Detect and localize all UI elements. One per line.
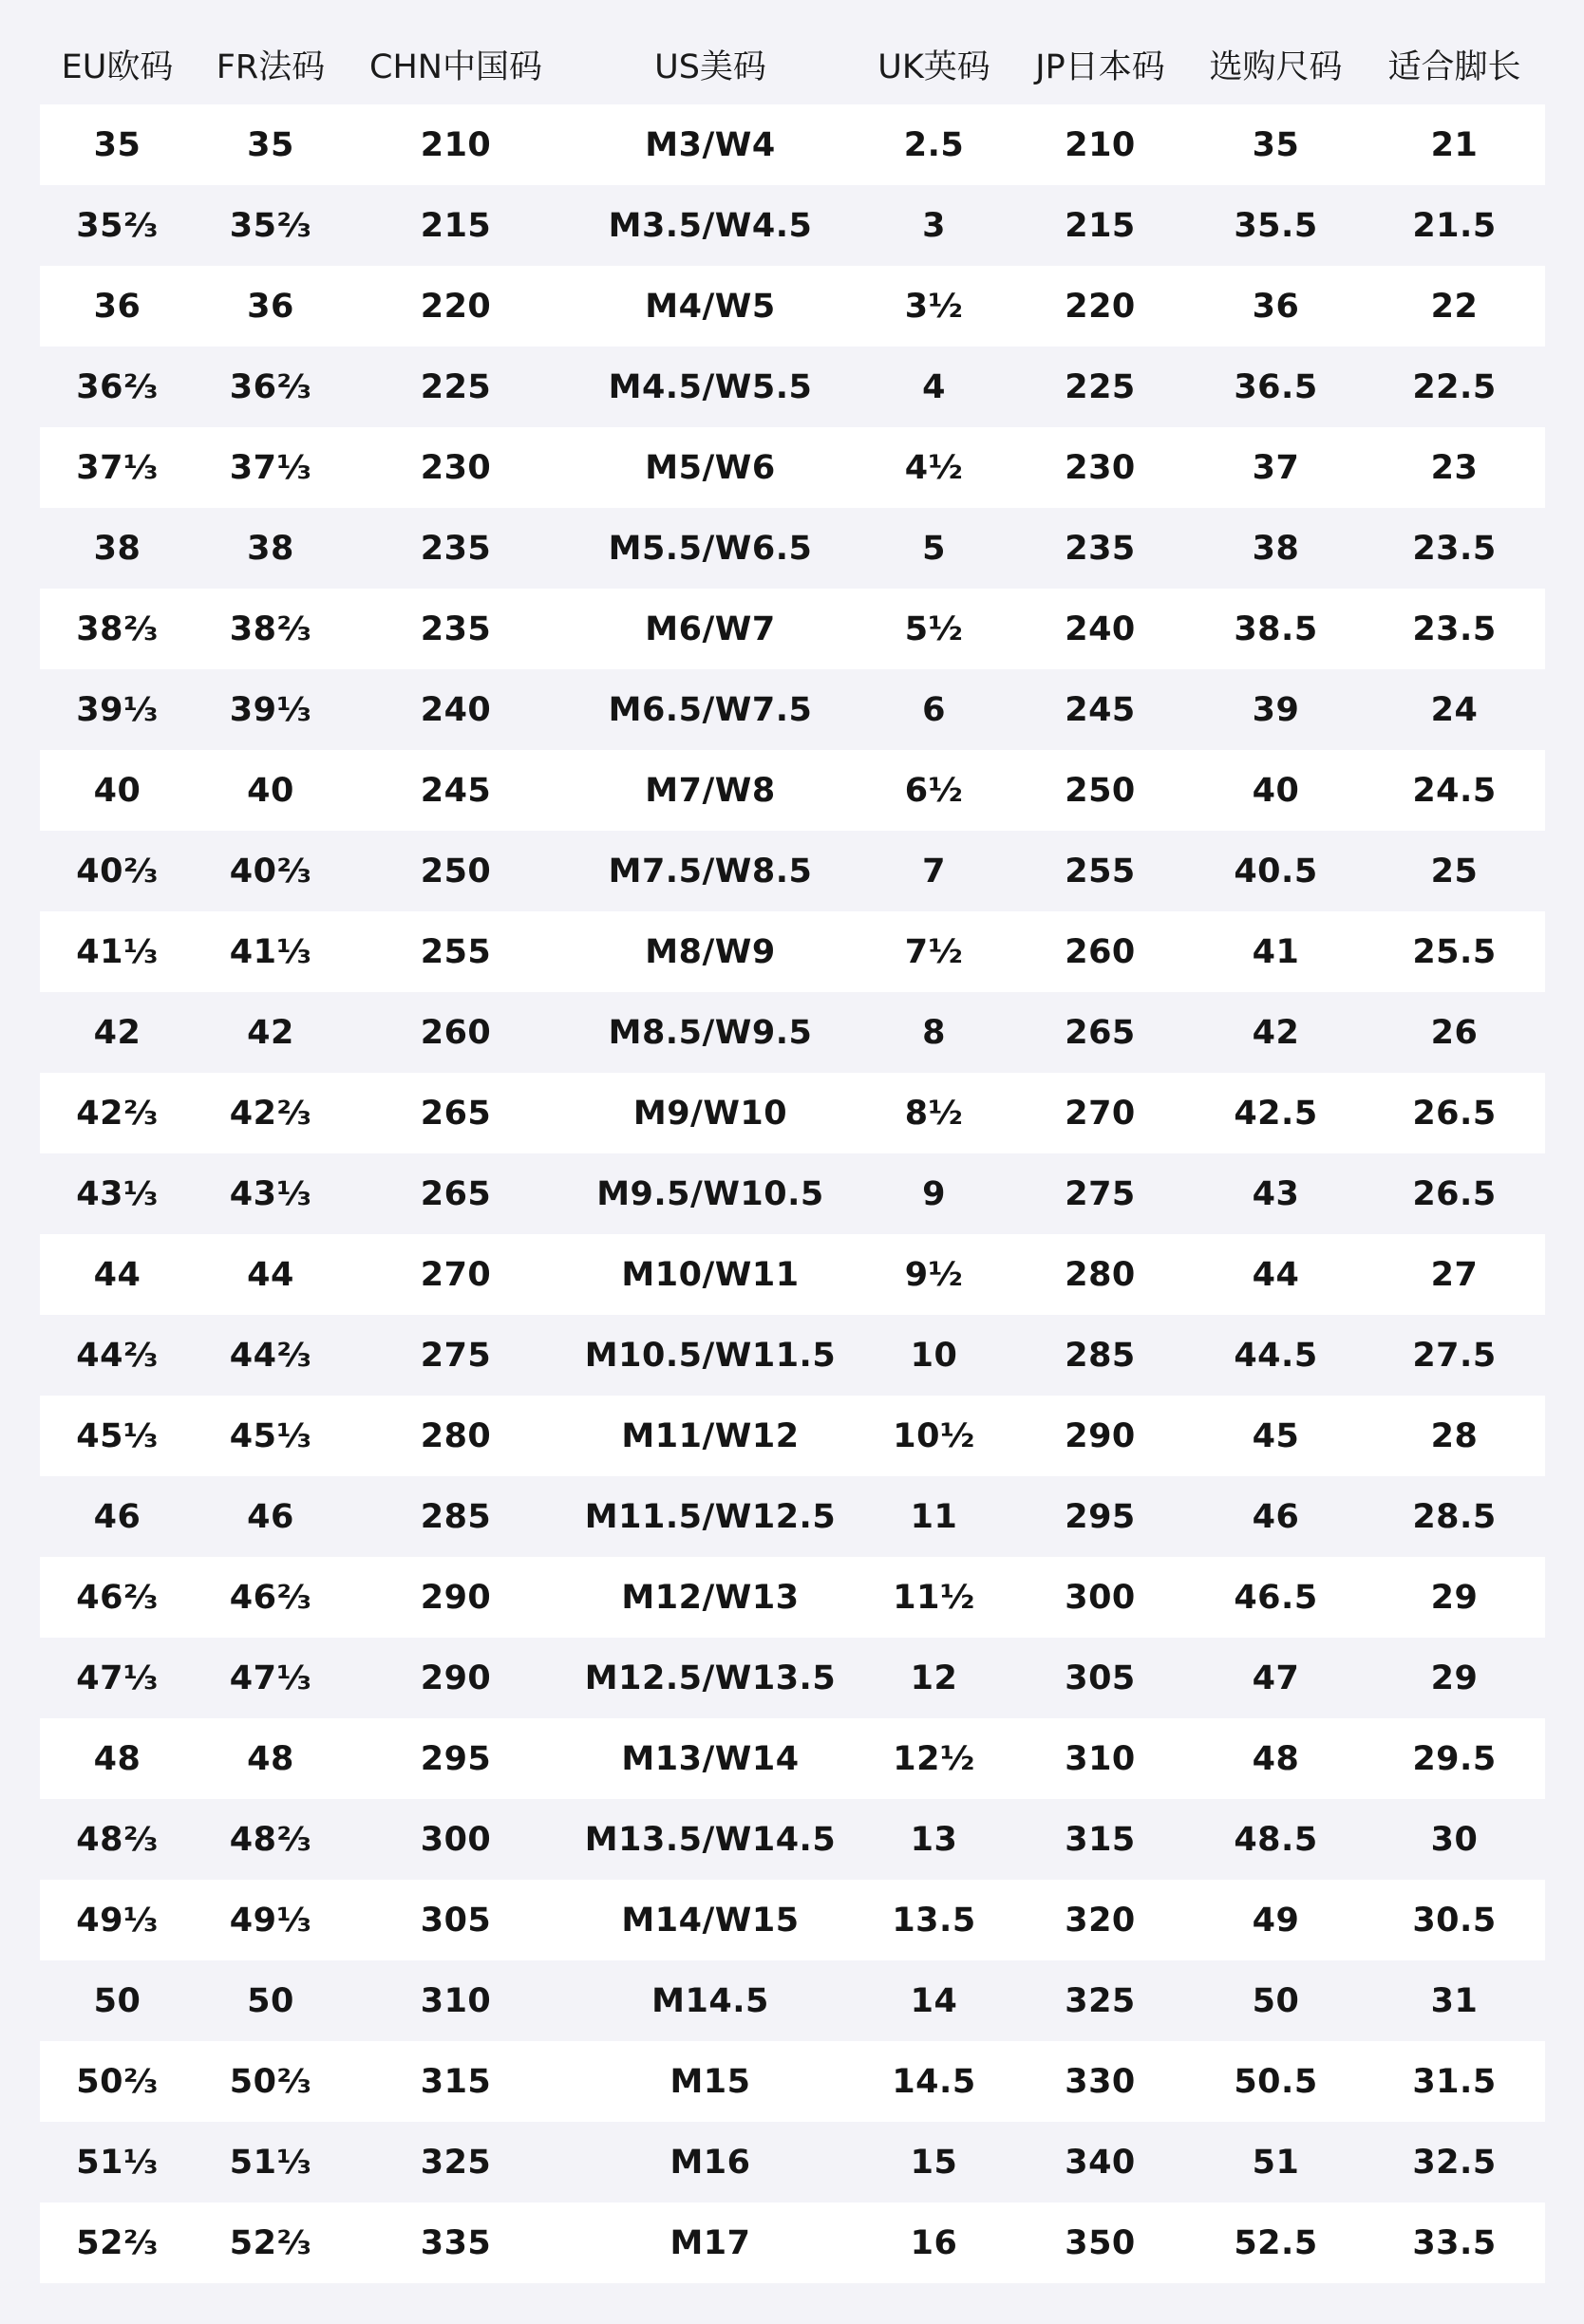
table-row bbox=[40, 266, 1545, 347]
cell-jp: 295 bbox=[1065, 1497, 1136, 1536]
cell-foot-length: 23.5 bbox=[1412, 609, 1497, 648]
cell-fr: 38⅔ bbox=[229, 609, 312, 648]
cell-jp: 300 bbox=[1065, 1578, 1136, 1617]
cell-foot-length: 25 bbox=[1430, 852, 1479, 890]
cell-purchase-size: 52.5 bbox=[1234, 2223, 1318, 2262]
cell-purchase-size: 40 bbox=[1252, 771, 1300, 810]
cell-us: M3/W4 bbox=[645, 125, 776, 164]
cell-purchase-size: 45 bbox=[1252, 1416, 1300, 1455]
cell-uk: 13.5 bbox=[892, 1901, 976, 1940]
cell-jp: 330 bbox=[1065, 2062, 1136, 2101]
cell-chn: 210 bbox=[420, 125, 492, 164]
table-row bbox=[40, 669, 1545, 750]
cell-fr: 42 bbox=[247, 1013, 294, 1052]
cell-foot-length: 30 bbox=[1430, 1820, 1479, 1859]
cell-us: M5/W6 bbox=[645, 448, 776, 487]
cell-foot-length: 28.5 bbox=[1412, 1497, 1497, 1536]
cell-us: M16 bbox=[669, 2143, 751, 2182]
cell-purchase-size: 41 bbox=[1252, 932, 1300, 971]
cell-fr: 44 bbox=[247, 1255, 294, 1294]
cell-uk: 9 bbox=[922, 1174, 946, 1213]
cell-jp: 290 bbox=[1065, 1416, 1136, 1455]
cell-us: M11/W12 bbox=[621, 1416, 800, 1455]
cell-uk: 7½ bbox=[904, 932, 964, 971]
cell-us: M6/W7 bbox=[645, 609, 776, 648]
cell-purchase-size: 51 bbox=[1252, 2143, 1300, 2182]
cell-uk: 14.5 bbox=[892, 2062, 976, 2101]
cell-purchase-size: 50 bbox=[1252, 1981, 1300, 2020]
cell-purchase-size: 50.5 bbox=[1234, 2062, 1318, 2101]
cell-purchase-size: 42 bbox=[1252, 1013, 1300, 1052]
cell-eu: 40⅔ bbox=[76, 852, 159, 890]
table-row bbox=[40, 427, 1545, 508]
cell-chn: 245 bbox=[420, 771, 492, 810]
cell-purchase-size: 47 bbox=[1252, 1659, 1300, 1697]
cell-foot-length: 22.5 bbox=[1412, 367, 1497, 406]
cell-fr: 39⅓ bbox=[229, 690, 312, 729]
cell-foot-length: 27 bbox=[1430, 1255, 1479, 1294]
cell-chn: 285 bbox=[420, 1497, 492, 1536]
cell-uk: 12½ bbox=[893, 1739, 975, 1778]
cell-us: M9/W10 bbox=[632, 1094, 788, 1133]
cell-uk: 14 bbox=[910, 1981, 958, 2020]
cell-jp: 260 bbox=[1065, 932, 1136, 971]
table-row bbox=[40, 831, 1545, 911]
cell-uk: 3 bbox=[922, 206, 946, 245]
cell-uk: 4½ bbox=[904, 448, 964, 487]
header-chn: CHN中国码 bbox=[369, 47, 542, 86]
cell-chn: 265 bbox=[420, 1094, 492, 1133]
cell-fr: 52⅔ bbox=[229, 2223, 312, 2262]
cell-us: M4/W5 bbox=[645, 287, 776, 326]
cell-us: M13/W14 bbox=[621, 1739, 800, 1778]
cell-chn: 220 bbox=[420, 287, 492, 326]
cell-eu: 45⅓ bbox=[76, 1416, 159, 1455]
cell-jp: 315 bbox=[1065, 1820, 1136, 1859]
cell-chn: 260 bbox=[420, 1013, 492, 1052]
cell-chn: 255 bbox=[420, 932, 492, 971]
cell-us: M14/W15 bbox=[621, 1901, 800, 1940]
cell-foot-length: 23.5 bbox=[1412, 529, 1497, 568]
cell-uk: 6 bbox=[922, 690, 946, 729]
table-row bbox=[40, 508, 1545, 589]
cell-chn: 295 bbox=[420, 1739, 492, 1778]
cell-purchase-size: 46.5 bbox=[1234, 1578, 1318, 1617]
cell-fr: 43⅓ bbox=[229, 1174, 312, 1213]
cell-jp: 225 bbox=[1065, 367, 1136, 406]
cell-chn: 325 bbox=[420, 2143, 492, 2182]
cell-chn: 290 bbox=[420, 1578, 492, 1617]
table-row bbox=[40, 750, 1545, 831]
cell-purchase-size: 38 bbox=[1252, 529, 1300, 568]
cell-uk: 2.5 bbox=[903, 125, 965, 164]
cell-fr: 50 bbox=[247, 1981, 294, 2020]
cell-uk: 5 bbox=[922, 529, 946, 568]
cell-eu: 39⅓ bbox=[76, 690, 159, 729]
cell-uk: 8½ bbox=[904, 1094, 964, 1133]
cell-fr: 50⅔ bbox=[229, 2062, 312, 2101]
cell-us: M8.5/W9.5 bbox=[608, 1013, 813, 1052]
cell-jp: 265 bbox=[1065, 1013, 1136, 1052]
cell-chn: 240 bbox=[420, 690, 492, 729]
cell-eu: 40 bbox=[93, 771, 141, 810]
cell-jp: 255 bbox=[1065, 852, 1136, 890]
cell-foot-length: 32.5 bbox=[1412, 2143, 1497, 2182]
cell-fr: 38 bbox=[247, 529, 294, 568]
cell-eu: 38 bbox=[93, 529, 141, 568]
cell-us: M12/W13 bbox=[621, 1578, 800, 1617]
cell-uk: 6½ bbox=[904, 771, 964, 810]
cell-eu: 35⅔ bbox=[76, 206, 159, 245]
cell-jp: 280 bbox=[1065, 1255, 1136, 1294]
table-row bbox=[40, 1799, 1545, 1880]
cell-jp: 285 bbox=[1065, 1336, 1136, 1375]
cell-fr: 41⅓ bbox=[229, 932, 312, 971]
cell-chn: 215 bbox=[420, 206, 492, 245]
cell-purchase-size: 42.5 bbox=[1234, 1094, 1318, 1133]
cell-us: M7/W8 bbox=[645, 771, 776, 810]
cell-uk: 4 bbox=[922, 367, 946, 406]
cell-foot-length: 23 bbox=[1430, 448, 1479, 487]
cell-uk: 13 bbox=[910, 1820, 958, 1859]
cell-chn: 235 bbox=[420, 609, 492, 648]
cell-us: M7.5/W8.5 bbox=[608, 852, 813, 890]
cell-fr: 44⅔ bbox=[229, 1336, 312, 1375]
cell-jp: 220 bbox=[1065, 287, 1136, 326]
cell-chn: 270 bbox=[420, 1255, 492, 1294]
cell-chn: 275 bbox=[420, 1336, 492, 1375]
cell-jp: 340 bbox=[1065, 2143, 1136, 2182]
cell-foot-length: 31.5 bbox=[1412, 2062, 1497, 2101]
cell-us: M5.5/W6.5 bbox=[608, 529, 813, 568]
cell-chn: 230 bbox=[420, 448, 492, 487]
cell-purchase-size: 36.5 bbox=[1234, 367, 1318, 406]
cell-chn: 300 bbox=[420, 1820, 492, 1859]
cell-fr: 37⅓ bbox=[229, 448, 312, 487]
table-row bbox=[40, 347, 1545, 427]
cell-fr: 51⅓ bbox=[229, 2143, 312, 2182]
cell-foot-length: 25.5 bbox=[1412, 932, 1497, 971]
cell-us: M13.5/W14.5 bbox=[584, 1820, 837, 1859]
cell-foot-length: 27.5 bbox=[1412, 1336, 1497, 1375]
header-jp: JP日本码 bbox=[1035, 47, 1165, 86]
cell-chn: 280 bbox=[420, 1416, 492, 1455]
table-row bbox=[40, 1476, 1545, 1557]
cell-jp: 210 bbox=[1065, 125, 1136, 164]
cell-jp: 310 bbox=[1065, 1739, 1136, 1778]
cell-foot-length: 29 bbox=[1430, 1659, 1479, 1697]
cell-fr: 45⅓ bbox=[229, 1416, 312, 1455]
cell-fr: 42⅔ bbox=[229, 1094, 312, 1133]
cell-us: M14.5 bbox=[651, 1981, 769, 2020]
cell-eu: 38⅔ bbox=[76, 609, 159, 648]
cell-us: M12.5/W13.5 bbox=[584, 1659, 837, 1697]
cell-us: M8/W9 bbox=[645, 932, 776, 971]
cell-foot-length: 26.5 bbox=[1412, 1094, 1497, 1133]
table-row bbox=[40, 1234, 1545, 1315]
cell-purchase-size: 39 bbox=[1252, 690, 1300, 729]
cell-eu: 35 bbox=[93, 125, 141, 164]
table-row bbox=[40, 1153, 1545, 1234]
cell-uk: 10½ bbox=[893, 1416, 975, 1455]
cell-uk: 9½ bbox=[904, 1255, 964, 1294]
cell-jp: 240 bbox=[1065, 609, 1136, 648]
cell-eu: 48 bbox=[93, 1739, 141, 1778]
cell-fr: 40 bbox=[247, 771, 294, 810]
cell-uk: 5½ bbox=[904, 609, 964, 648]
cell-uk: 7 bbox=[922, 852, 946, 890]
cell-purchase-size: 44 bbox=[1252, 1255, 1300, 1294]
cell-foot-length: 26.5 bbox=[1412, 1174, 1497, 1213]
cell-jp: 305 bbox=[1065, 1659, 1136, 1697]
cell-uk: 12 bbox=[910, 1659, 958, 1697]
table-row bbox=[40, 589, 1545, 669]
cell-us: M6.5/W7.5 bbox=[608, 690, 813, 729]
cell-jp: 325 bbox=[1065, 1981, 1136, 2020]
cell-jp: 230 bbox=[1065, 448, 1136, 487]
cell-fr: 49⅓ bbox=[229, 1901, 312, 1940]
cell-foot-length: 26 bbox=[1430, 1013, 1479, 1052]
header-purchase-size: 选购尺码 bbox=[1209, 47, 1343, 86]
table-row bbox=[40, 1718, 1545, 1799]
cell-fr: 47⅓ bbox=[229, 1659, 312, 1697]
table-row bbox=[40, 2202, 1545, 2283]
cell-eu: 44⅔ bbox=[76, 1336, 159, 1375]
cell-eu: 42 bbox=[93, 1013, 141, 1052]
cell-chn: 290 bbox=[420, 1659, 492, 1697]
cell-chn: 305 bbox=[420, 1901, 492, 1940]
cell-chn: 265 bbox=[420, 1174, 492, 1213]
cell-foot-length: 30.5 bbox=[1412, 1901, 1497, 1940]
cell-fr: 48⅔ bbox=[229, 1820, 312, 1859]
table-body bbox=[40, 104, 1545, 2283]
cell-purchase-size: 48 bbox=[1252, 1739, 1300, 1778]
cell-purchase-size: 49 bbox=[1252, 1901, 1300, 1940]
cell-jp: 250 bbox=[1065, 771, 1136, 810]
table-row bbox=[40, 1073, 1545, 1153]
cell-purchase-size: 36 bbox=[1252, 287, 1300, 326]
cell-eu: 50⅔ bbox=[76, 2062, 159, 2101]
cell-foot-length: 21 bbox=[1430, 125, 1479, 164]
header-eu: EU欧码 bbox=[61, 47, 174, 86]
cell-foot-length: 29 bbox=[1430, 1578, 1479, 1617]
cell-uk: 11 bbox=[910, 1497, 958, 1536]
table-row bbox=[40, 1638, 1545, 1718]
cell-eu: 49⅓ bbox=[76, 1901, 159, 1940]
cell-jp: 270 bbox=[1065, 1094, 1136, 1133]
cell-uk: 16 bbox=[910, 2223, 958, 2262]
cell-eu: 50 bbox=[93, 1981, 141, 2020]
cell-fr: 40⅔ bbox=[229, 852, 312, 890]
cell-jp: 350 bbox=[1065, 2223, 1136, 2262]
cell-uk: 10 bbox=[910, 1336, 958, 1375]
cell-fr: 35⅔ bbox=[229, 206, 312, 245]
table-row bbox=[40, 992, 1545, 1073]
table-row bbox=[40, 2041, 1545, 2122]
cell-eu: 51⅓ bbox=[76, 2143, 159, 2182]
cell-purchase-size: 44.5 bbox=[1234, 1336, 1318, 1375]
header-fr: FR法码 bbox=[216, 47, 326, 86]
cell-eu: 42⅔ bbox=[76, 1094, 159, 1133]
cell-eu: 43⅓ bbox=[76, 1174, 159, 1213]
cell-uk: 3½ bbox=[904, 287, 964, 326]
cell-eu: 36 bbox=[93, 287, 141, 326]
cell-us: M9.5/W10.5 bbox=[596, 1174, 824, 1213]
cell-purchase-size: 35.5 bbox=[1234, 206, 1318, 245]
table-row bbox=[40, 2122, 1545, 2202]
cell-fr: 46⅔ bbox=[229, 1578, 312, 1617]
cell-purchase-size: 46 bbox=[1252, 1497, 1300, 1536]
cell-fr: 48 bbox=[247, 1739, 294, 1778]
table-row bbox=[40, 1880, 1545, 1960]
cell-chn: 335 bbox=[420, 2223, 492, 2262]
cell-eu: 44 bbox=[93, 1255, 141, 1294]
cell-foot-length: 28 bbox=[1430, 1416, 1479, 1455]
cell-jp: 245 bbox=[1065, 690, 1136, 729]
cell-fr: 36 bbox=[247, 287, 294, 326]
size-chart-table bbox=[40, 24, 1545, 2283]
table-row bbox=[40, 1315, 1545, 1396]
cell-foot-length: 22 bbox=[1430, 287, 1479, 326]
cell-foot-length: 21.5 bbox=[1412, 206, 1497, 245]
cell-jp: 235 bbox=[1065, 529, 1136, 568]
table-row bbox=[40, 1396, 1545, 1476]
cell-eu: 36⅔ bbox=[76, 367, 159, 406]
cell-foot-length: 24.5 bbox=[1412, 771, 1497, 810]
cell-purchase-size: 37 bbox=[1252, 448, 1300, 487]
cell-uk: 15 bbox=[910, 2143, 958, 2182]
header-uk: UK英码 bbox=[877, 47, 990, 86]
cell-eu: 52⅔ bbox=[76, 2223, 159, 2262]
cell-eu: 46 bbox=[93, 1497, 141, 1536]
header-us: US美码 bbox=[654, 47, 766, 86]
table-row bbox=[40, 911, 1545, 992]
cell-chn: 315 bbox=[420, 2062, 492, 2101]
table-row bbox=[40, 185, 1545, 266]
cell-foot-length: 24 bbox=[1430, 690, 1479, 729]
cell-us: M10.5/W11.5 bbox=[584, 1336, 837, 1375]
cell-purchase-size: 48.5 bbox=[1234, 1820, 1318, 1859]
cell-fr: 36⅔ bbox=[229, 367, 312, 406]
cell-chn: 310 bbox=[420, 1981, 492, 2020]
cell-purchase-size: 40.5 bbox=[1234, 852, 1318, 890]
cell-eu: 37⅓ bbox=[76, 448, 159, 487]
cell-jp: 320 bbox=[1065, 1901, 1136, 1940]
cell-jp: 215 bbox=[1065, 206, 1136, 245]
cell-foot-length: 33.5 bbox=[1412, 2223, 1497, 2262]
cell-eu: 41⅓ bbox=[76, 932, 159, 971]
cell-eu: 46⅔ bbox=[76, 1578, 159, 1617]
cell-us: M15 bbox=[669, 2062, 751, 2101]
cell-us: M10/W11 bbox=[621, 1255, 800, 1294]
table-row bbox=[40, 1960, 1545, 2041]
cell-us: M3.5/W4.5 bbox=[608, 206, 813, 245]
cell-purchase-size: 43 bbox=[1252, 1174, 1300, 1213]
cell-eu: 47⅓ bbox=[76, 1659, 159, 1697]
cell-us: M11.5/W12.5 bbox=[584, 1497, 837, 1536]
header-row bbox=[40, 24, 1545, 104]
cell-eu: 48⅔ bbox=[76, 1820, 159, 1859]
table-row bbox=[40, 104, 1545, 185]
cell-purchase-size: 38.5 bbox=[1234, 609, 1318, 648]
cell-fr: 46 bbox=[247, 1497, 294, 1536]
cell-foot-length: 31 bbox=[1430, 1981, 1479, 2020]
cell-us: M4.5/W5.5 bbox=[608, 367, 813, 406]
cell-jp: 275 bbox=[1065, 1174, 1136, 1213]
header-foot-length: 适合脚长 bbox=[1387, 47, 1521, 86]
cell-purchase-size: 35 bbox=[1252, 125, 1300, 164]
cell-us: M17 bbox=[669, 2223, 751, 2262]
cell-chn: 235 bbox=[420, 529, 492, 568]
table-row bbox=[40, 1557, 1545, 1638]
cell-fr: 35 bbox=[247, 125, 294, 164]
cell-uk: 8 bbox=[922, 1013, 946, 1052]
cell-uk: 11½ bbox=[893, 1578, 975, 1617]
cell-foot-length: 29.5 bbox=[1412, 1739, 1497, 1778]
cell-chn: 225 bbox=[420, 367, 492, 406]
cell-chn: 250 bbox=[420, 852, 492, 890]
